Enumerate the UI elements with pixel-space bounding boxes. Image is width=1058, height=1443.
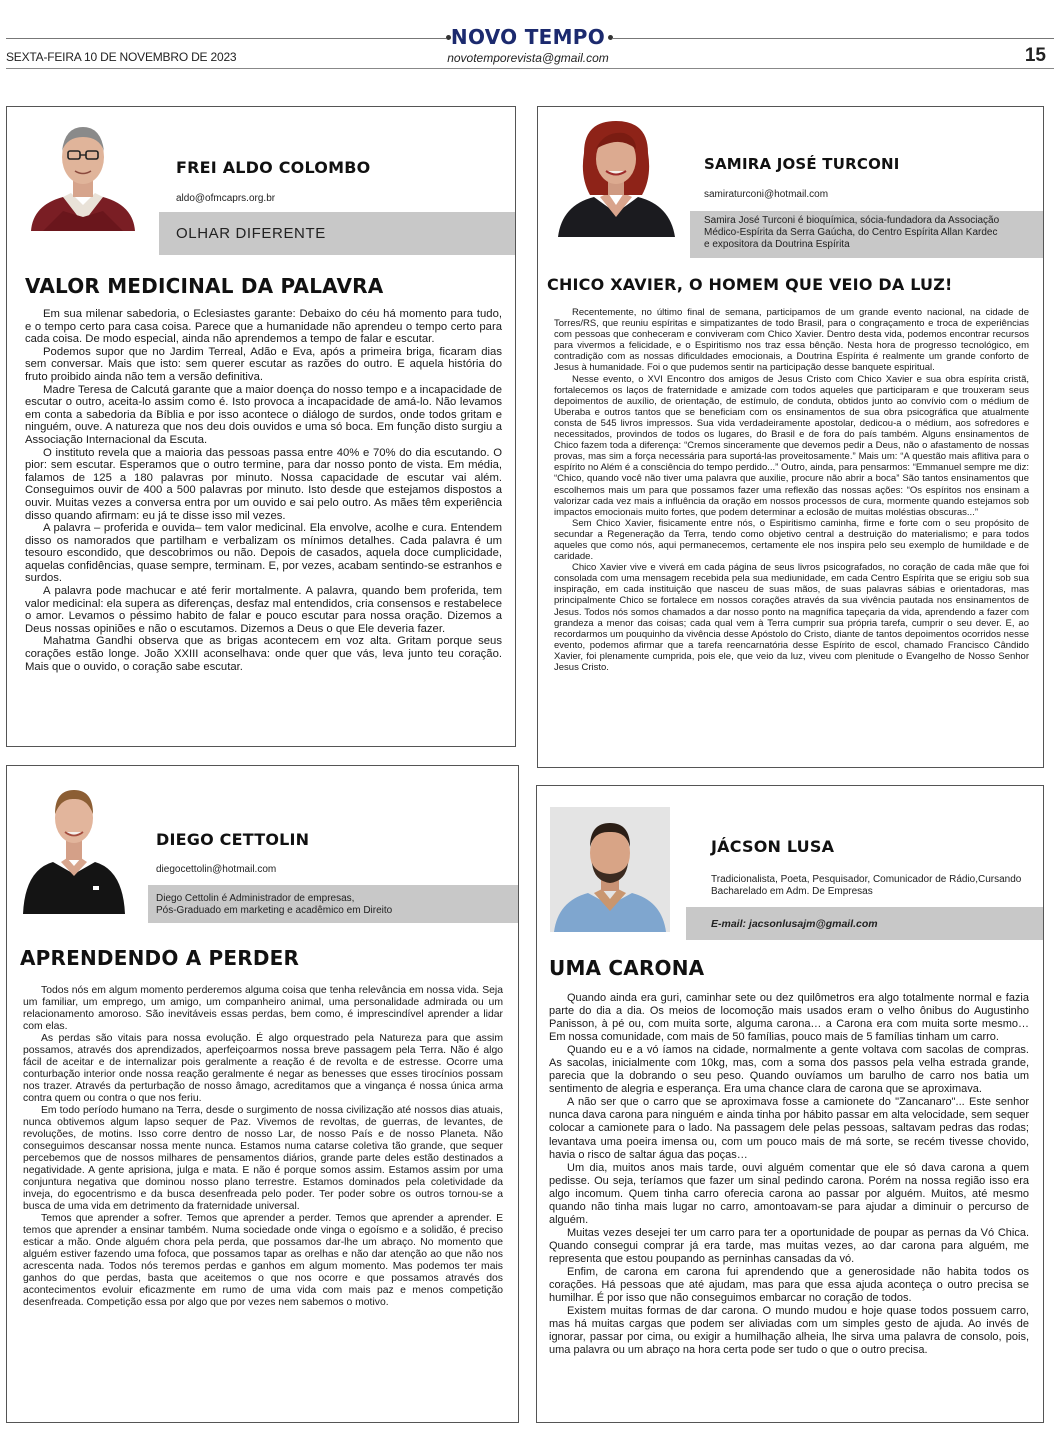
article-samira xyxy=(537,106,1044,768)
article-headline: VALOR MEDICINAL DA PALAVRA xyxy=(25,274,384,298)
author-email[interactable]: E-mail: jacsonlusajm@gmail.com xyxy=(711,918,878,930)
author-bio xyxy=(711,874,1031,898)
paragraph: Quando eu e a vó íamos na cidade, normalmente a gente voltava com sacolas de compras. As sacolas, inicialmente com 10kg, mas, com a soma dos passos pela velha estrada grande, parecia que la dobrando o seu peso. Quando ouvíamos um barulho de carro nos batia um sentimento de alegria e esperança. Era uma chance clara de carona que se aproximava. xyxy=(549,1044,1029,1096)
newspaper-title: NOVO TEMPO xyxy=(450,25,606,49)
paragraph: As perdas são vitais para nossa evolução. É algo orquestrado pela Natureza para que assim possamos, através dos aprendizados, aperfeiçoarmos nossa breve passagem pela Terra. Não é algo fácil de aceitar e de internalizar pois geralmente a reação é de revolta e de estresse. Ocorre uma conturbação interior onde nossa reação geralmente é negar as benesses que esses tirocínios possam nos trazer. Através da perturbação de nosso âmago, acreditamos que a vingança é nossa única arma contra quem ou contra o que nos feriu. xyxy=(23,1033,503,1104)
masthead-bottom-rule xyxy=(6,68,1054,69)
paragraph: Um dia, muitos anos mais tarde, ouvi alguém comentar que ele só dava carona a quem pedisse. Ou seja, teríamos que fazer um sinal pedindo carona. Porém na nossa região isso era algo incomum. Quem tinha carro oferecia carona ao passar por alguém. Muitos, até mesmo quando não tinha mais lugar no carro, amontoavam-se para ajudar a diminuir o percurso de alguém. xyxy=(549,1161,1029,1226)
paragraph: Madre Teresa de Calcutá garante que a maior doença do nosso tempo e a incapacidade de escutar o outro, aceita-lo assim como é. Isto provoca a incapacidade de amá-lo. Não levamos em conta a sabedoria da Bíblia e por isso acontece o diálogo de surdos, onde todos gritam e ninguém, ouve. A natureza que nos deu dois ouvidos e uma só boca. Em função disto surgiu a Associação Internacional da Escuta. xyxy=(25,383,502,446)
article-headline: CHICO XAVIER, O HOMEM QUE VEIO DA LUZ! xyxy=(547,275,953,294)
issue-date: SEXTA-FEIRA 10 DE NOVEMBRO DE 2023 xyxy=(6,50,237,64)
paragraph: Existem muitas formas de dar carona. O mundo mudou e hoje quase todos possuem carro, mas há muitas cargas que podem ser aliviadas com um simples gesto de ajuda. Ao invés de ignorar, passar por cima, ou exigir a humilhação alheia, lhe sirva uma palavra de consolo, pois, uma palavra ou um abraço na hora certa pode ser tudo o que o outro precisa. xyxy=(549,1305,1029,1357)
author-photo-diego xyxy=(21,772,127,914)
paragraph: Mahatma Gandhi observa que as brigas acontecem em voz alta. Gritam porque seus corações estão longe. João XXIII aconselhava: onde quer que vás, leva junto teu coração. Mais que o ouvido, o coração sabe escutar. xyxy=(25,635,502,673)
author-name: JÁCSON LUSA xyxy=(711,837,835,856)
author-bio xyxy=(156,893,496,917)
author-bio-line: Pós-Graduado em marketing e acadêmico em Direito xyxy=(156,905,393,916)
paragraph: A palavra – proferida e ouvida– tem valor medicinal. Ela envolve, acolhe e cura. Entendem disso os namorados que partilham e verbalizam os mínimos detalhes. Cada palavra é um tesouro escondido, que descobrimos ou não. Depois de casados, aquela doce cumplicidade, aquelas confidências, quase sempre, terminam. E, por vezes, acabam sentindo-se estranhos e surdos. xyxy=(25,522,502,585)
author-name: DIEGO CETTOLIN xyxy=(156,830,310,849)
paragraph: Sem Chico Xavier, fisicamente entre nós, o Espiritismo caminha, firme e forte com o seu propósito de secundar a Regeneração da Terra, tendo como objetivo central a destruição do materialismo; e para todos aqueles que como nós, aqui permanecemos, certamente ele nos inspira pelo seu exemplo de humildade e de caridade. xyxy=(554,517,1029,563)
author-photo-jacson xyxy=(550,807,670,932)
article-jacson xyxy=(536,785,1044,1423)
masthead-rule-right xyxy=(612,38,1054,39)
paragraph: Todos nós em algum momento perderemos alguma coisa que tenha relevância em nossa vida. Seja um familiar, um emprego, um amigo, um companheiro animal, uma personalidade admirada ou um relacionamento amoroso. São inevitáveis essas perdas, bem como, é imprescindível aprender a lidar com elas. xyxy=(23,985,503,1032)
author-name: SAMIRA JOSÉ TURCONI xyxy=(704,155,900,173)
author-photo-samira xyxy=(554,113,679,237)
paragraph: Chico Xavier vive e viverá em cada página de seus livros psicografados, no coração de cada mãe que foi consolada com uma mensagem recebida pela sua mediunidade, em cada Centro Espírita que se erigiu sob sua inspiração, em cada instituição que nasceu de suas mãos, de suas palavras sábias e orientadoras, mas principalmente Chico se fortalece em nossos corações através da sua vivência pautada nos ensinamentos de Jesus. Todos nós somos chamados a dar nosso ponto na magnífica tapeçaria da vida, aprendendo a fazer com grandeza a menor das coisas; cada qual vem à Terra cumprir sua própria tarefa, cumprir o seu dever. E, ao recordarmos um pouquinho da vivência desse Apóstolo do Cristo, diante de tantos depoimentos ocorridos nesse evento, podemos afirmar que a tarefa reencarnatória desse Espírito de escol, chamado Francisco Cândido Xavier, foi plenamente cumprida, pois ele, que veio da luz, viveu com plenitude o Evangelho de Nosso Senhor Jesus Cristo. xyxy=(554,562,1029,673)
author-email[interactable]: samiraturconi@hotmail.com xyxy=(704,189,829,200)
paragraph: Quando ainda era guri, caminhar sete ou dez quilômetros era algo totalmente normal e fazia parte do dia a dia. Os meios de locomoção mais usados eram o velho ônibus do Augustinho Panisson, à pé ou, com muita sorte, alguma carona… a Carona era com muita sorte mesmo… Em nossa comunidade, com mais de 50 famílias, pouco mais de 5 famílias tinham um carro. xyxy=(549,992,1029,1044)
masthead-rule-left xyxy=(6,38,446,39)
article-body xyxy=(554,307,1029,673)
paragraph: Podemos supor que no Jardim Terreal, Adão e Eva, após a primeira briga, ficaram dias sem conversar. Mais que isto: sem querer escutar as razões do outro. E aquela história do fruto proibido ainda não tem a versão definitiva. xyxy=(25,345,502,383)
article-body xyxy=(549,992,1029,1357)
paragraph: O instituto revela que a maioria das pessoas passa entre 40% e 70% do dia escutando. O pior: sem escutar. Esperamos que o outro termine, para dar nosso ponto de vista. Em média, falamos de 125 a 180 palavras por minuto. Nossa capacidade de escutar vai além. Conseguimos ouvir de 400 a 500 palavras por minuto. Isto desde que estejamos dispostos a ouvir. Muitas vezes a conversa entra por um ouvido e sai pelo outro. As mães têm experiência disso quando afirmam: eu já te disse isso mil vezes. xyxy=(25,446,502,522)
article-headline: APRENDENDO A PERDER xyxy=(20,946,300,970)
paragraph: A palavra pode machucar e até ferir mortalmente. A palavra, quando bem proferida, tem valor medicinal: ela supera as diferenças, desfaz mal entendidos, cria consensos e restabelece o amor. Levamos o péssimo habito de falar e pouco escutar para nossa oração. Dizemos a Deus nossas opiniões e não o escutamos. Dizemos a Deus o que Ele deveria fazer. xyxy=(25,585,502,635)
author-bio-line: Bacharelado em Adm. De Empresas xyxy=(711,886,873,897)
paragraph: Nesse evento, o XVI Encontro dos amigos de Jesus Cristo com Chico Xavier e sua obra espírita cristã, fortalecemos os laços de fraternidade e amizade com todos aqueles que participaram e que trouxeram seus depoimentos de auxílio, de orientação, de estímulo, de conduta, obtidos junto ao convívio com o médium de Uberaba e outros tantos que se beneficiam com os ensinamentos de sua obra psicográfica que atualmente consta de 545 livros impressos. Sua vida verdadeiramente apostolar, dedicou-a o médium, aos sofredores e necessitados, provindos de todos os lugares, do Brasil e de fora do país também. Alguns ensinamentos de Chico fazem toda a diferença: “Cremos sinceramente que devemos pedir a Deus, não o afastamento de nossas provas, mas sim a força necessária para suportá-las proveitosamente.” Mais um: “A questão mais aflitiva para o espírito no Além é a consciência do tempo perdido...” Outro, ainda, para pensarmos: “Emmanuel sempre me diz: “Chico, quando você não tiver uma palavra que auxilie, procure não abrir a boca” São tantos ensinamentos que escolhemos mais um para que possamos fazer uma reflexão das nossas ações: “Os espíritos nos ensinam a valorizar cada vez mais a influência da oração em nossos processos de cura, mormente quando estejamos sob impactos emocionais muito fortes, que podem determinar a eclosão de muitas moléstias obscuras...” xyxy=(554,373,1029,518)
article-body xyxy=(25,308,502,673)
author-photo-aldo xyxy=(23,113,143,231)
author-name: FREI ALDO COLOMBO xyxy=(176,158,371,177)
paragraph: A não ser que o carro que se aproximava fosse a camionete do "Zancanaro"... Este senhor nunca dava carona para ninguém e ainda tinha por hábito passar em alta velocidade, sem sequer colocar a camionete para o lado. Na passagem dele pelas pessoas, saltavam pedras das rodas; levantava uma poeira imensa ou, com um pouco mais de má sorte, se recém tivesse chovido, havia o risco de saltar água das poças… xyxy=(549,1096,1029,1161)
author-bio: Samira José Turconi é bioquímica, sócia-fundadora da Associação Médico-Espírita da Serra Gaúcha, do Centro Espírita Allan Kardec e expositora da Doutrina Espírita xyxy=(704,215,1000,250)
newspaper-email[interactable]: novotemporevista@gmail.com xyxy=(447,51,609,65)
author-bio-line: Tradicionalista, Poeta, Pesquisador, Comunicador de Rádio,Cursando xyxy=(711,874,1022,885)
paragraph: Enfim, de carona em carona fui aprendendo que a generosidade não habita todos os corações. Há pessoas que até ajudam, mas para que essa ajuda aconteça o outro precisa se humilhar. É por isso que não conseguimos embarcar no coração de todos. xyxy=(549,1265,1029,1305)
paragraph: Em sua milenar sabedoria, o Eclesiastes garante: Debaixo do céu há momento para tudo, e o tempo certo para casa coisa. Parece que a humanidade não aprendeu o tempo certo para cada coisa. De modo especial, ainda não aprendemos a tempo de falar e escutar. xyxy=(25,308,502,346)
author-email[interactable]: aldo@ofmcaprs.org.br xyxy=(176,193,276,204)
article-aldo xyxy=(6,106,516,747)
author-email[interactable]: diegocettolin@hotmail.com xyxy=(156,864,277,875)
article-diego xyxy=(6,765,519,1423)
article-body xyxy=(23,985,503,1309)
author-bio-line: Diego Cettolin é Administrador de empresas, xyxy=(156,893,355,904)
page-number: 15 xyxy=(1024,45,1046,66)
paragraph: Em todo período humano na Terra, desde o surgimento de nossa civilização até nossos dias atuais, nunca obtivemos algum lapso sequer de Paz. Vivemos de revoltas, de guerras, de levantes, de revoluções, de motins. Isso corre dentro de nosso Lar, de nosso País e de nosso Planeta. Não conseguimos descansar nossa mente nunca. Estamos numa catarse coletiva tão grande, que sequer percebemos que de nossos milhares de pensamentos diários, grande parte deles estão destinados a negatividade. A gente aprisiona, julga e mata. E não é porque somos assim. Estamos assim por uma conjuntura negativa que dominou nosso plano terrestre. Estamos dominados pela coletividade da inveja, do egocentrismo e da busca desenfreada pelo poder. Ter poder sobre os outros tornou-se a busca de uma vida em detrimento da fraternidade universal. xyxy=(23,1105,503,1212)
paragraph: Temos que aprender a sofrer. Temos que aprender a perder. Temos que aprender a aprender. E temos que aprender a ensinar também. Numa sociedade onde vinga o egoísmo e a solidão, é preciso esticar a mão. Onde alguém chora pela perda, que possamos dar-lhe um abraço. No momento que alguém estiver fazendo uma fofoca, que possamos tapar as orelhas e não dar atenção ao que não nos acrescenta nada. Todos nós teremos perdas e ganhos em algum momento. Mas podemos ter mais ganhos do que perdas, basta que aceitemos o que nos ocorre e que possamos através dos acontecimentos evoluir eficazmente em rumo de uma vida com mais paz e menos competição desenfreada. Competição essa por algo que por vezes nem sabemos o motivo. xyxy=(23,1213,503,1308)
article-headline: UMA CARONA xyxy=(549,956,705,980)
column-name: OLHAR DIFERENTE xyxy=(176,225,326,242)
paragraph: Muitas vezes desejei ter um carro para ter a oportunidade de poupar as pernas da Vó Chica. Quando consegui comprar já era tarde, mas muitas vezes, ao dar carona para alguém, me representa que estou poupando as perninhas cansadas da vó. xyxy=(549,1226,1029,1265)
paragraph: Recentemente, no último final de semana, participamos de um grande evento nacional, na cidade de Torres/RS, que reuniu espíritas e simpatizantes de todo Brasil, para o congraçamento e troca de experiências com pessoas que conheceram e conviveram com Chico Xavier. Dentro desta vida, podemos encontrar recursos para vivermos a felicidade, e o Espiritismo nos traz essa bênção. Nesta hora de progresso tecnológico, em contradição com as nossas dificuldades emocionais, a Doutrina Espírita é realmente um grande conforto de Jesus à humanidade. Foi o que pudemos sentir na participação desse banquete espiritual. xyxy=(554,307,1029,374)
